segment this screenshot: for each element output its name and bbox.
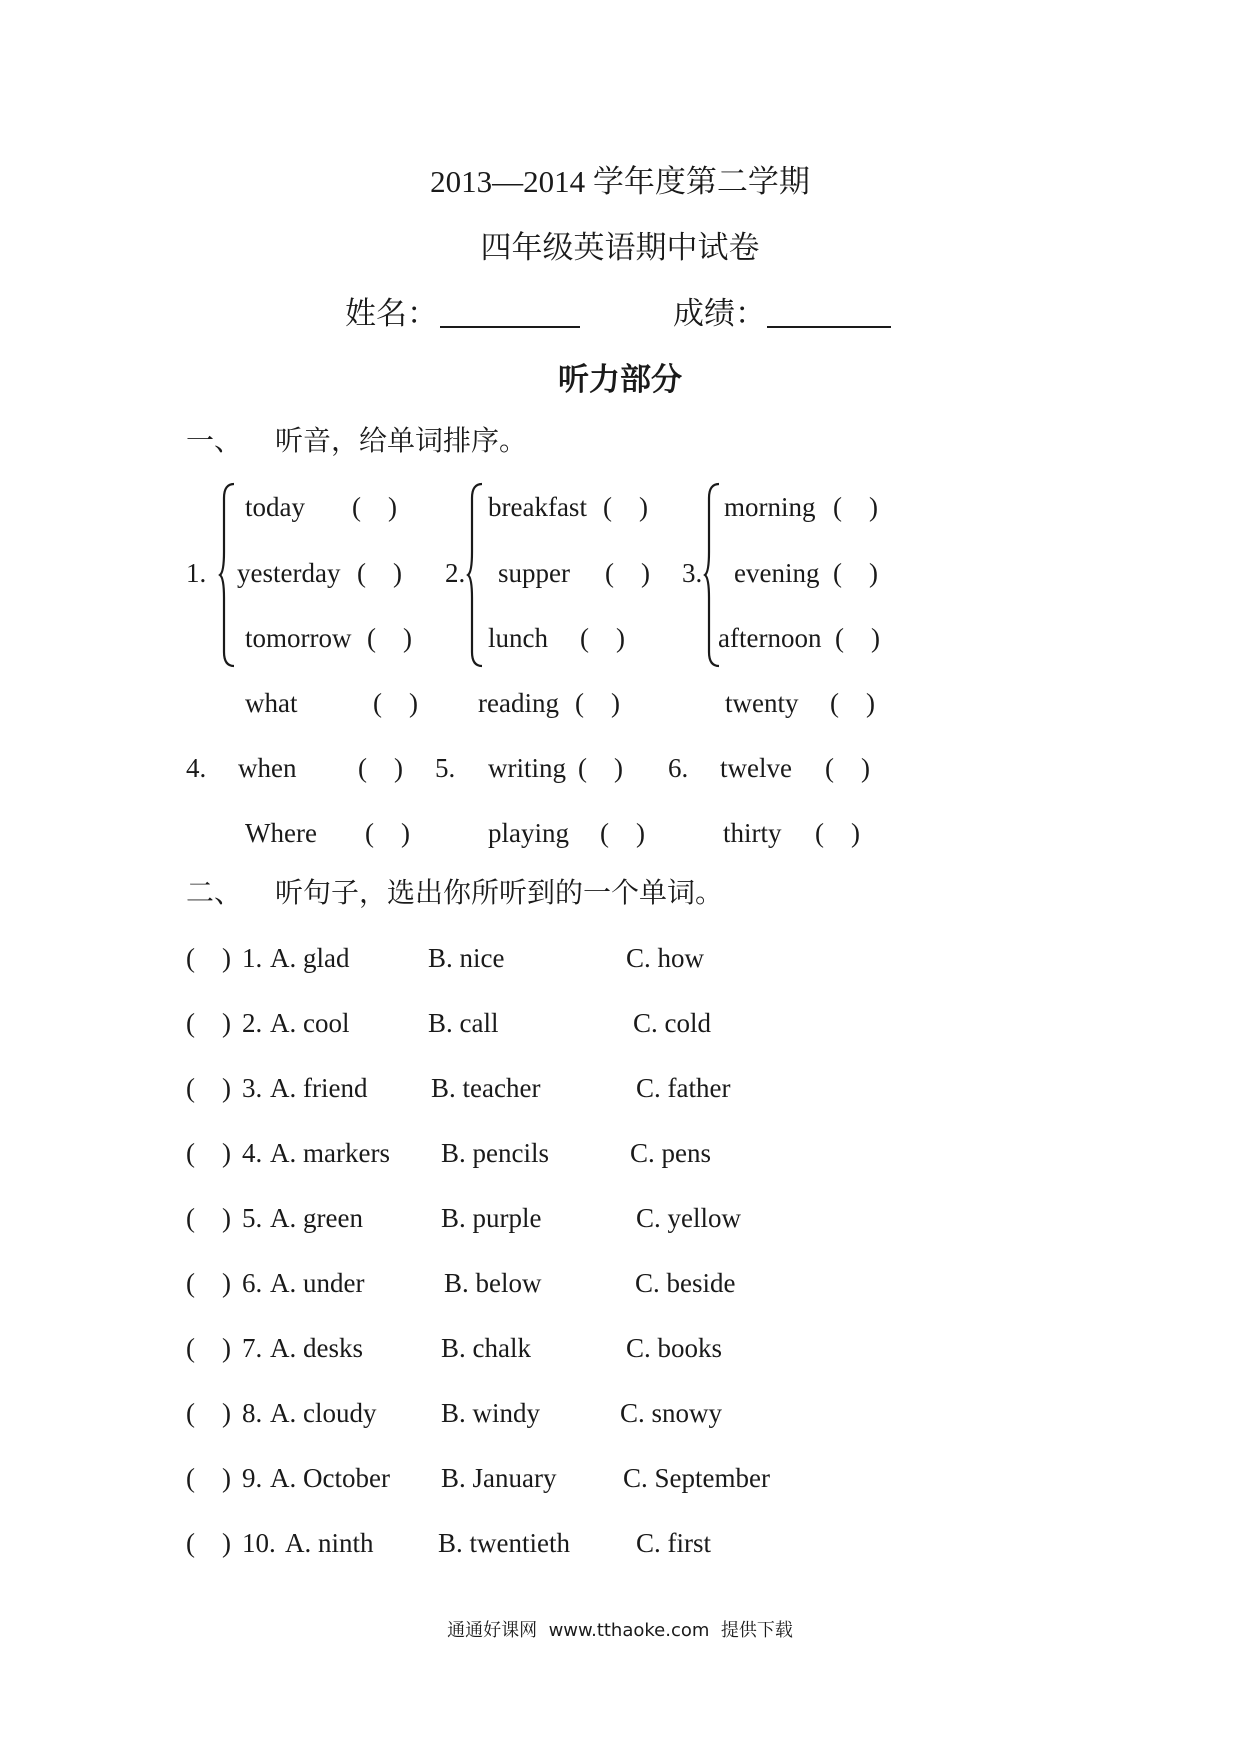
score-blank[interactable]	[767, 326, 891, 328]
group-1-word-3: tomorrow	[245, 623, 352, 653]
group-3-number: 3.	[682, 558, 703, 588]
title-line-1: 2013—2014 学年度第二学期	[430, 164, 810, 199]
item-7-answer-paren[interactable]: ( )	[186, 1333, 231, 1363]
title-line-2: 四年级英语期中试卷	[480, 230, 760, 265]
group-5-paren-1[interactable]: ( )	[575, 688, 620, 718]
part2-heading-text: 听句子，选出你所听到的一个单词。	[275, 878, 724, 909]
footer-source: 通通好课网 www.tthaoke.com 提供下载	[447, 1620, 793, 1641]
item-2-option-c: C. cold	[633, 1008, 711, 1038]
item-10-option-a: A. ninth	[285, 1528, 374, 1558]
group-2-word-3: lunch	[488, 623, 548, 653]
group-4-paren-2[interactable]: ( )	[358, 753, 403, 783]
group-6-number: 6.	[668, 753, 689, 783]
group-1-word-2: yesterday	[237, 558, 341, 588]
part1-heading-number: 一、	[186, 426, 243, 457]
item-7-option-b: B. chalk	[441, 1333, 531, 1363]
brace-group-1	[218, 482, 238, 668]
group-5-word-1: reading	[478, 688, 559, 718]
item-2-option-b: B. call	[428, 1008, 499, 1038]
item-7-number: 7.	[242, 1333, 263, 1363]
group-4-paren-3[interactable]: ( )	[365, 818, 410, 848]
group-4-number: 4.	[186, 753, 207, 783]
item-3-number: 3.	[242, 1073, 263, 1103]
group-3-paren-2[interactable]: ( )	[833, 558, 878, 588]
item-4-number: 4.	[242, 1138, 263, 1168]
brace-group-2	[466, 482, 486, 668]
group-6-paren-3[interactable]: ( )	[815, 818, 860, 848]
item-9-number: 9.	[242, 1463, 263, 1493]
item-2-number: 2.	[242, 1008, 263, 1038]
group-3-word-2: evening	[734, 558, 820, 588]
item-10-number: 10.	[242, 1528, 276, 1558]
group-3-word-3: afternoon	[718, 623, 822, 653]
item-1-option-b: B. nice	[428, 943, 505, 973]
item-5-option-c: C. yellow	[636, 1203, 741, 1233]
item-4-option-a: A. markers	[270, 1138, 390, 1168]
score-label: 成绩：	[673, 296, 766, 331]
item-1-option-a: A. glad	[270, 943, 350, 973]
item-3-option-b: B. teacher	[431, 1073, 541, 1103]
item-2-option-a: A. cool	[270, 1008, 350, 1038]
item-3-option-c: C. father	[636, 1073, 731, 1103]
group-6-word-2: twelve	[720, 753, 792, 783]
item-8-answer-paren[interactable]: ( )	[186, 1398, 231, 1428]
group-1-paren-3[interactable]: ( )	[367, 623, 412, 653]
group-2-paren-2[interactable]: ( )	[605, 558, 650, 588]
item-3-answer-paren[interactable]: ( )	[186, 1073, 231, 1103]
item-7-option-a: A. desks	[270, 1333, 363, 1363]
group-1-number: 1.	[186, 558, 207, 588]
part2-heading-number: 二、	[186, 878, 243, 909]
item-9-answer-paren[interactable]: ( )	[186, 1463, 231, 1493]
group-6-paren-1[interactable]: ( )	[830, 688, 875, 718]
item-8-option-b: B. windy	[441, 1398, 541, 1428]
item-10-option-c: C. first	[636, 1528, 712, 1558]
group-5-paren-2[interactable]: ( )	[578, 753, 623, 783]
item-2-answer-paren[interactable]: ( )	[186, 1008, 231, 1038]
item-4-answer-paren[interactable]: ( )	[186, 1138, 231, 1168]
section-title: 听力部分	[558, 362, 682, 397]
group-4-word-3: Where	[245, 818, 317, 848]
group-5-word-2: writing	[488, 753, 566, 783]
item-5-option-b: B. purple	[441, 1203, 542, 1233]
item-10-option-b: B. twentieth	[438, 1528, 570, 1558]
item-6-answer-paren[interactable]: ( )	[186, 1268, 231, 1298]
item-1-option-c: C. how	[626, 943, 705, 973]
group-1-paren-1[interactable]: ( )	[352, 492, 397, 522]
item-5-option-a: A. green	[270, 1203, 363, 1233]
group-5-paren-3[interactable]: ( )	[600, 818, 645, 848]
group-2-word-1: breakfast	[488, 492, 587, 522]
item-8-number: 8.	[242, 1398, 263, 1428]
group-4-paren-1[interactable]: ( )	[373, 688, 418, 718]
item-9-option-a: A. October	[270, 1463, 390, 1493]
item-1-answer-paren[interactable]: ( )	[186, 943, 231, 973]
group-2-number: 2.	[445, 558, 466, 588]
name-label: 姓名：	[345, 296, 438, 331]
item-9-option-b: B. January	[441, 1463, 557, 1493]
group-4-word-2: when	[238, 753, 297, 783]
group-3-paren-1[interactable]: ( )	[833, 492, 878, 522]
group-2-word-2: supper	[498, 558, 570, 588]
part1-heading-text: 听音，给单词排序。	[275, 426, 528, 457]
group-1-word-1: today	[245, 492, 305, 522]
group-4-word-1: what	[245, 688, 298, 718]
item-1-number: 1.	[242, 943, 263, 973]
item-9-option-c: C. September	[623, 1463, 770, 1493]
item-5-number: 5.	[242, 1203, 263, 1233]
item-10-answer-paren[interactable]: ( )	[186, 1528, 231, 1558]
group-6-paren-2[interactable]: ( )	[825, 753, 870, 783]
item-6-option-b: B. below	[444, 1268, 542, 1298]
group-3-paren-3[interactable]: ( )	[835, 623, 880, 653]
group-1-paren-2[interactable]: ( )	[357, 558, 402, 588]
item-4-option-b: B. pencils	[441, 1138, 549, 1168]
item-6-option-a: A. under	[270, 1268, 365, 1298]
item-5-answer-paren[interactable]: ( )	[186, 1203, 231, 1233]
group-6-word-3: thirty	[723, 818, 782, 848]
item-8-option-a: A. cloudy	[270, 1398, 377, 1428]
name-blank[interactable]	[440, 326, 580, 328]
item-7-option-c: C. books	[626, 1333, 723, 1363]
group-6-word-1: twenty	[725, 688, 799, 718]
item-6-option-c: C. beside	[635, 1268, 736, 1298]
group-2-paren-1[interactable]: ( )	[603, 492, 648, 522]
item-8-option-c: C. snowy	[620, 1398, 723, 1428]
item-4-option-c: C. pens	[630, 1138, 711, 1168]
item-6-number: 6.	[242, 1268, 263, 1298]
item-3-option-a: A. friend	[270, 1073, 368, 1103]
group-5-word-3: playing	[488, 818, 569, 848]
group-2-paren-3[interactable]: ( )	[580, 623, 625, 653]
group-3-word-1: morning	[724, 492, 816, 522]
group-5-number: 5.	[435, 753, 456, 783]
